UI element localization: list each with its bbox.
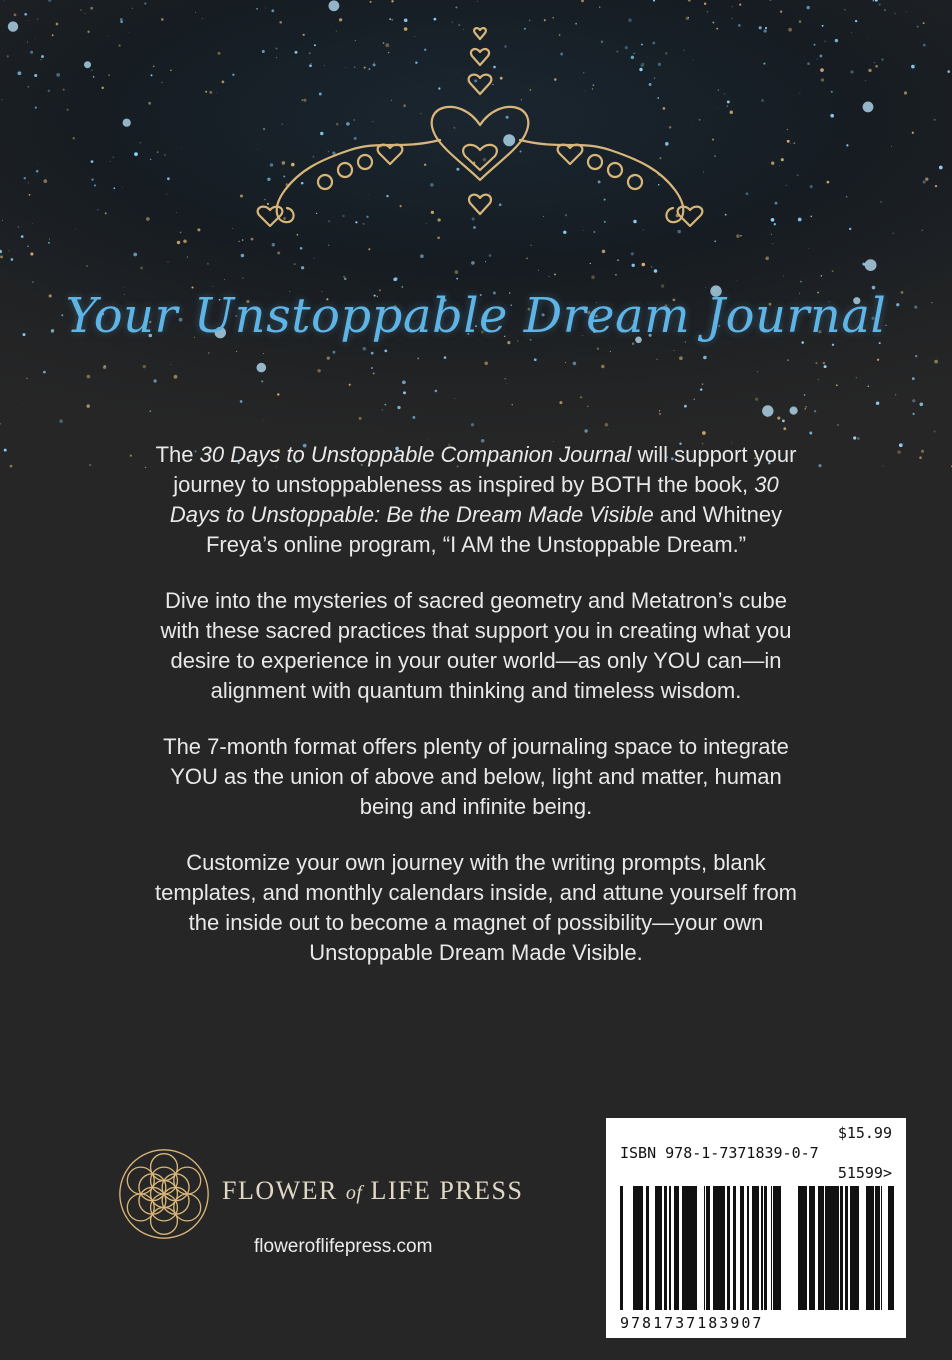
- blurb-italic-title: 30 Days to Unstoppable: Be the Dream Made Visible: [169, 472, 779, 527]
- price-code: 51599>: [837, 1164, 892, 1182]
- price: $15.99: [837, 1124, 892, 1142]
- isbn-number: ISBN 978-1-7371839-0-7: [620, 1144, 819, 1162]
- ean-barcode-bars: [620, 1186, 784, 1310]
- publisher-name-part2: LIFE PRESS: [370, 1176, 524, 1205]
- blurb-paragraph: [150, 440, 802, 560]
- blurb-text: The: [155, 442, 200, 467]
- blurb-paragraph: [150, 586, 802, 706]
- publisher-name: [222, 1176, 523, 1206]
- blurb-text: will support your journey to unstoppableness as inspired by BOTH the book,: [173, 442, 797, 497]
- blurb-paragraph: [150, 732, 802, 822]
- blurb-text: Customize your own journey with the writing prompts, blank templates, and monthly calendars inside, and attune yourself from the inside out to become a magnet of possibility—your own Unstoppable Dream Made Visible.: [154, 850, 798, 965]
- publisher-name-of: of: [345, 1182, 363, 1204]
- publisher-name-part1: FLOWER: [222, 1176, 338, 1205]
- isbn-barcode: [606, 1118, 906, 1338]
- heart-ornament-icon: [230, 20, 730, 260]
- blurb-text: and Whitney Freya’s online program, “I AM the Unstoppable Dream.”: [205, 502, 783, 557]
- blurb-italic-title: 30 Days to Unstoppable Companion Journal: [199, 442, 632, 467]
- ean-number: 9781737183907: [620, 1314, 764, 1332]
- publisher-url: floweroflifepress.com: [254, 1236, 433, 1257]
- back-cover-blurb: [150, 440, 802, 994]
- price-barcode-bars: [798, 1186, 894, 1310]
- blurb-text: Dive into the mysteries of sacred geometry and Metatron’s cube with these sacred practices that support you in creating what you desire to experience in your outer world—as only YOU can—in alignment with quantum thinking and timeless wisdom.: [160, 588, 792, 703]
- blurb-text: The 7-month format offers plenty of journaling space to integrate YOU as the union of above and below, light and matter, human being and infinite being.: [163, 734, 789, 819]
- blurb-paragraph: [150, 848, 802, 968]
- journal-title: Your Unstoppable Dream Journal: [65, 288, 887, 344]
- flower-of-life-icon: [116, 1146, 212, 1242]
